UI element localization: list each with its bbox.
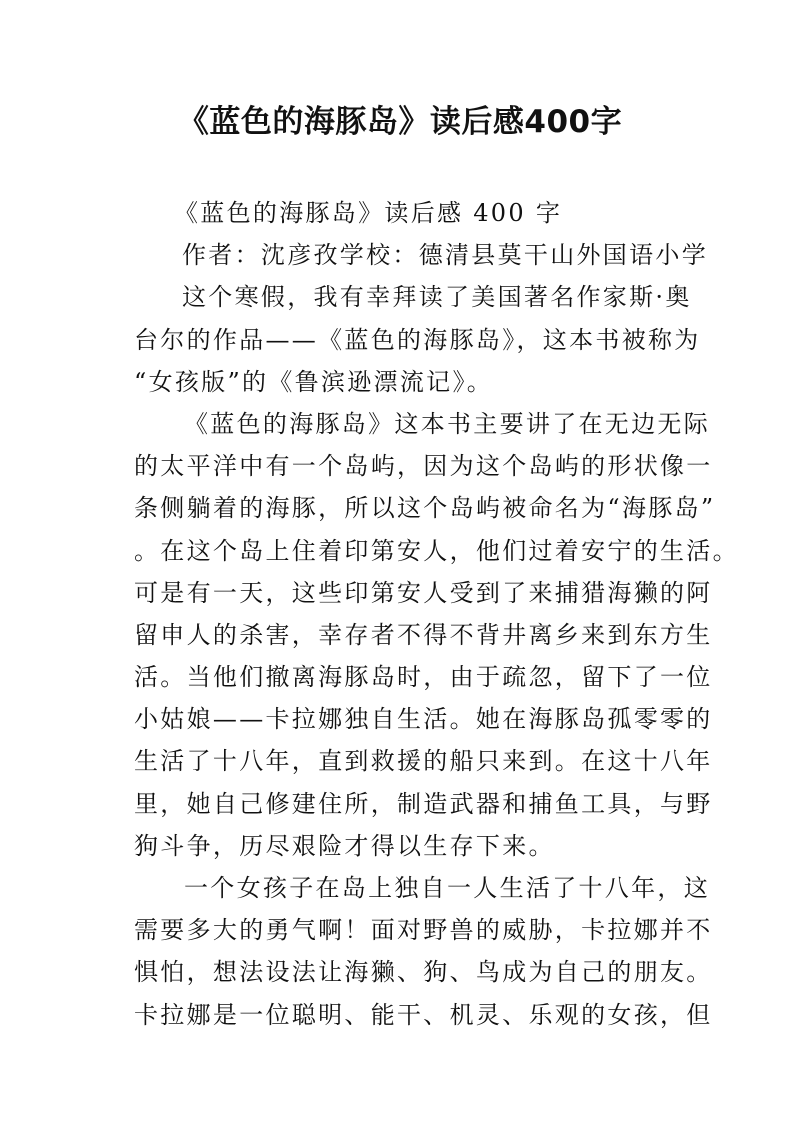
text-line: 小姑娘——卡拉娜独自生活。她在海豚岛孤零零的 [134,705,713,734]
text-line: 需要多大的勇气啊！面对野兽的威胁，卡拉娜并不 [134,916,713,945]
text-line: 。在这个岛上住着印第安人，他们过着安宁的生活。 [134,536,739,565]
text-line: 的太平洋中有一个岛屿，因为这个岛屿的形状像一 [134,452,713,481]
text-line: 可是有一天，这些印第安人受到了来捕猎海獭的阿 [134,578,713,607]
text-line: 里，她自己修建住所，制造武器和捕鱼工具，与野 [134,789,713,818]
text-line: 一个女孩子在岛上独自一人生活了十八年，这 [184,874,710,902]
text-line: “女孩版”的《鲁滨逊漂流记》。 [134,367,494,396]
text-line: 《蓝色的海豚岛》读后感 400 字 [174,199,563,227]
text-line: 条侧躺着的海豚，所以这个岛屿被命名为“海豚岛” [134,494,716,523]
document-title: 《蓝色的海豚岛》读后感400字 [177,104,623,140]
document-body [134,196,739,1040]
text-line: 《蓝色的海豚岛》这本书主要讲了在无边无际 [184,409,710,438]
text-line: 惧怕，想法设法让海獭、狗、鸟成为自己的朋友。 [134,958,713,987]
text-line: 留申人的杀害，幸存者不得不背井离乡来到东方生 [134,620,713,649]
text-line: 台尔的作品——《蓝色的海豚岛》，这本书被称为 [134,325,701,354]
text-line: 活。当他们撤离海豚岛时，由于疏忽，留下了一位 [134,663,713,692]
text-line: 作者：沈彦孜学校：德清县莫干山外国语小学 [182,241,708,270]
text-line: 生活了十八年，直到救援的船只来到。在这十八年 [134,747,713,776]
text-line: 狗斗争，历尽艰险才得以生存下来。 [134,831,555,860]
text-line: 这个寒假，我有幸拜读了美国著名作家斯·奥 [182,283,692,312]
text-line: 卡拉娜是一位聪明、能干、机灵、乐观的女孩，但 [134,1000,713,1029]
